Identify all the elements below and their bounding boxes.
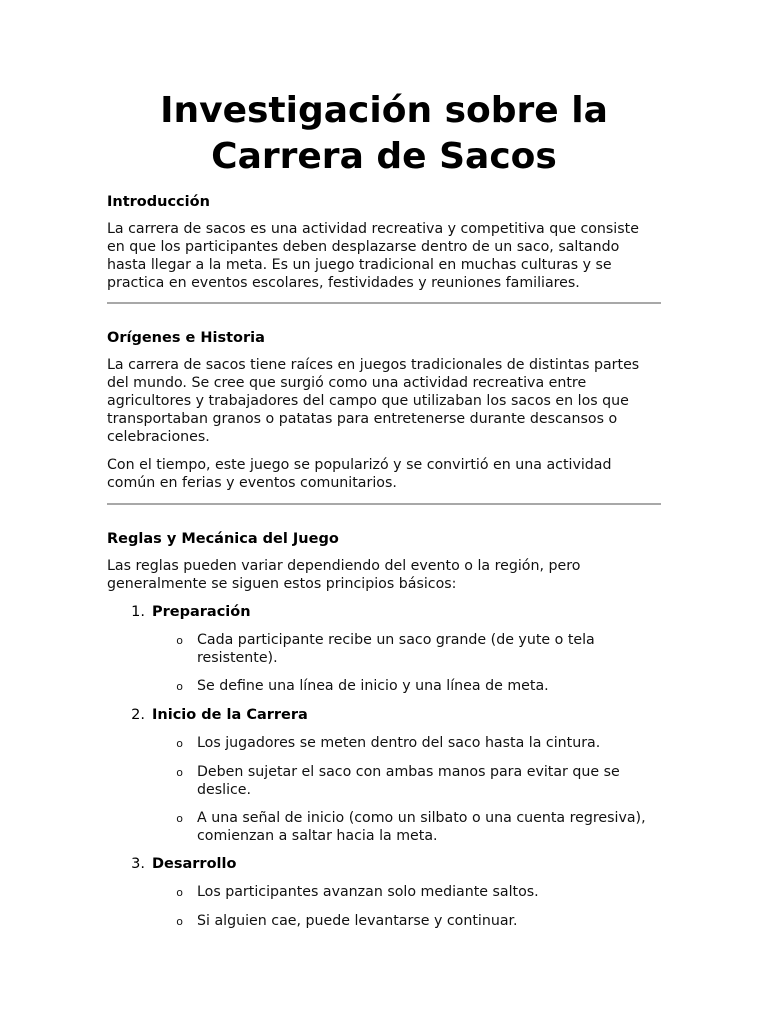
step-number: 2. [131,707,145,723]
step-number: 1. [131,604,145,620]
bullet-icon: o [176,634,183,647]
step-item [107,855,661,931]
section-introduccion [107,193,661,292]
sub-list [107,734,661,845]
bullet-icon: o [176,886,183,899]
sub-item [107,677,661,696]
sub-item [107,734,661,753]
step-heading [107,603,661,621]
sub-list [107,883,661,931]
section-divider [107,503,661,505]
sub-item-text: Cada participante recibe un saco grande (de yute o tela resistente). [197,632,595,666]
bullet-icon: o [176,812,183,825]
paragraph: La carrera de sacos es una actividad recreativa y competitiva que consiste en que los participantes deben desplazarse dentro de un saco, saltando hasta llegar a la meta. Es un juego tradicional en muchas culturas y se practica en eventos escolares, festividades y reuniones familiares. [107,221,639,291]
sub-list [107,631,661,696]
step-heading [107,706,661,724]
step-item [107,706,661,845]
steps-list [107,603,661,931]
sub-item-text: A una señal de inicio (como un silbato o una cuenta regresiva), comienzan a saltar hacia la meta. [197,810,646,844]
step-number: 3. [131,856,145,872]
step-heading [107,855,661,873]
step-title: Preparación [152,604,251,620]
step-item [107,603,661,696]
sub-item [107,763,661,799]
sub-item-text: Los participantes avanzan solo mediante saltos. [197,884,539,900]
paragraph: La carrera de sacos tiene raíces en juegos tradicionales de distintas partes del mundo. Se cree que surgió como una actividad recreativa entre agricultores y trabajadores del campo que utilizaban los sacos en los que transportaban granos o patatas para entretenerse durante descansos o celebraciones. [107,357,640,445]
sub-item [107,883,661,902]
bullet-icon: o [176,680,183,693]
bullet-icon: o [176,915,183,928]
sub-item [107,809,661,845]
step-title: Inicio de la Carrera [152,707,308,723]
document-title: Investigación sobre la Carrera de Sacos [160,90,608,177]
paragraph: Las reglas pueden variar dependiendo del evento o la región, pero generalmente se siguen estos principios básicos: [107,558,581,592]
sub-item-text: Deben sujetar el saco con ambas manos para evitar que se deslice. [197,764,620,798]
bullet-icon: o [176,737,183,750]
step-title: Desarrollo [152,856,237,872]
section-heading: Reglas y Mecánica del Juego [107,531,339,547]
section-heading: Orígenes e Historia [107,330,265,346]
document-page [107,88,661,941]
sub-item-text: Los jugadores se meten dentro del saco hasta la cintura. [197,735,601,751]
section-divider [107,302,661,304]
section-origenes [107,329,661,492]
sub-item [107,912,661,931]
paragraph: Con el tiempo, este juego se popularizó y se convirtió en una actividad común en ferias y eventos comunitarios. [107,457,612,491]
sub-item-text: Si alguien cae, puede levantarse y continuar. [197,913,518,929]
sub-item-text: Se define una línea de inicio y una línea de meta. [197,678,549,694]
section-reglas [107,530,661,931]
sub-item [107,631,661,667]
section-heading: Introducción [107,194,210,210]
bullet-icon: o [176,766,183,779]
